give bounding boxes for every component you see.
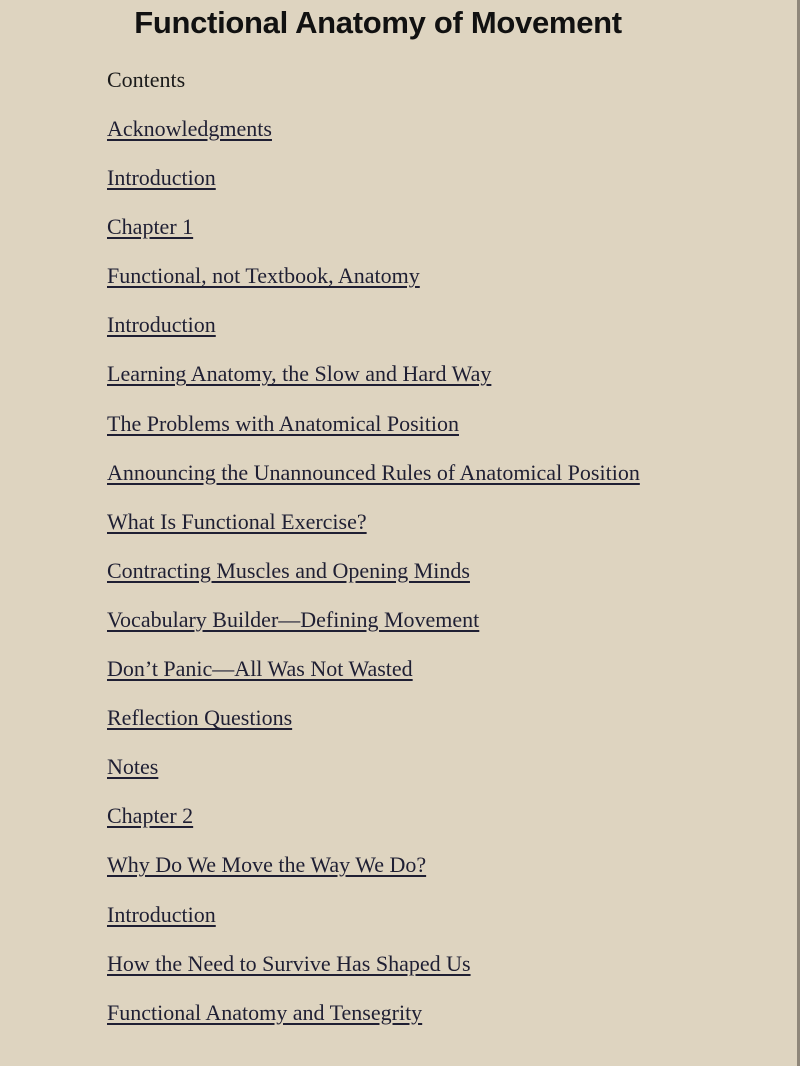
- toc-item: [107, 999, 640, 1048]
- toc-item: [107, 115, 640, 164]
- toc-link-chapter-2[interactable]: Chapter 2: [107, 803, 194, 829]
- toc-link-need-to-survive[interactable]: How the Need to Survive Has Shaped Us: [107, 950, 471, 976]
- toc-link-acknowledgments[interactable]: Acknowledgments: [107, 116, 272, 141]
- toc-item: [107, 262, 640, 311]
- toc-link-functional-not-textbook-anatomy[interactable]: Functional, not Textbook, Anatomy: [107, 263, 420, 289]
- toc-item: [107, 213, 640, 262]
- toc-link-why-do-we-move[interactable]: Why Do We Move the Way We Do?: [107, 852, 427, 878]
- toc-link-contracting-muscles[interactable]: Contracting Muscles and Opening Minds: [107, 557, 470, 583]
- toc-link-dont-panic[interactable]: Don’t Panic—All Was Not Wasted: [107, 656, 413, 682]
- toc-link-vocabulary-builder[interactable]: Vocabulary Builder—Defining Movement: [107, 606, 480, 632]
- toc-link-introduction[interactable]: Introduction: [107, 165, 216, 191]
- toc-item: [107, 606, 640, 655]
- toc-item: [107, 164, 640, 213]
- toc-link-chapter-1[interactable]: Chapter 1: [107, 214, 194, 240]
- toc-link-learning-anatomy[interactable]: Learning Anatomy, the Slow and Hard Way: [107, 361, 492, 387]
- table-of-contents: [107, 115, 640, 1048]
- toc-item: [107, 410, 640, 459]
- toc-item: [107, 851, 640, 900]
- toc-item: [107, 508, 640, 557]
- toc-link-chapter-2-introduction[interactable]: Introduction: [107, 901, 216, 927]
- toc-link-tensegrity[interactable]: Functional Anatomy and Tensegrity: [107, 999, 423, 1025]
- toc-item: [107, 360, 640, 409]
- toc-item: [107, 802, 640, 851]
- toc-link-chapter-1-introduction[interactable]: Introduction: [107, 312, 216, 338]
- contents-heading: Contents: [107, 67, 186, 92]
- book-title: Functional Anatomy of Movement: [134, 5, 622, 40]
- toc-link-functional-exercise[interactable]: What Is Functional Exercise?: [107, 508, 367, 534]
- toc-link-reflection-questions[interactable]: Reflection Questions: [107, 705, 293, 731]
- toc-item: [107, 655, 640, 704]
- toc-item: [107, 753, 640, 802]
- toc-link-unannounced-rules[interactable]: Announcing the Unannounced Rules of Anatomical Position: [107, 459, 640, 485]
- toc-item: [107, 459, 640, 508]
- toc-item: [107, 311, 640, 360]
- toc-link-problems-anatomical-position[interactable]: The Problems with Anatomical Position: [107, 410, 459, 436]
- toc-item: [107, 950, 640, 999]
- toc-item: [107, 704, 640, 753]
- toc-item: [107, 557, 640, 606]
- toc-link-notes[interactable]: Notes: [107, 754, 159, 780]
- toc-item: [107, 901, 640, 950]
